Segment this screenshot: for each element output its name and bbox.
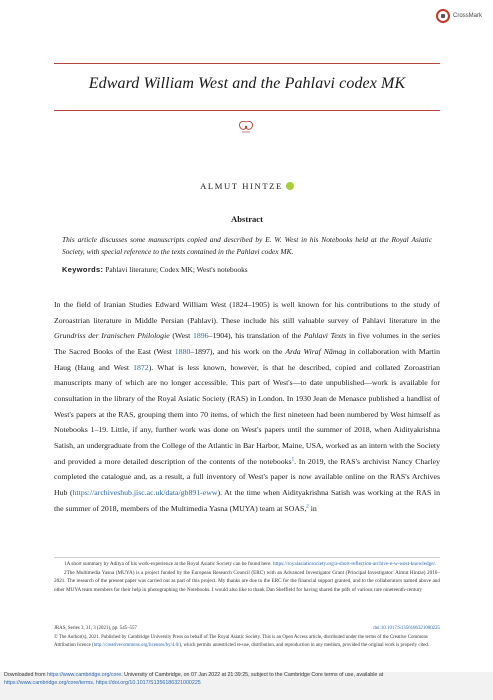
footnote-ref-2[interactable]: 2 — [306, 503, 309, 509]
keywords-label: Keywords: — [62, 265, 104, 274]
body-paragraph: In the field of Iranian Studies Edward William West (1824–1905) is well known for his contributions to the study of Zoroastrian literature in Middle Persian (Pahlavi). These include his still valuable survey of Pahlavi literature in the Grundriss der Iranischen Philologie (West 1896–1904), his translation of the Pahlavi Texts in five volumes in the series The Sacred Books of the East (West 1880–1897), and his work on the Arda Wiraf Nāmag in collaboration with Martin Haug (Haug and West 1872). What is less known, however, is that he described, copied and collated Zoroastrian manuscripts many of which are no longer accessible. This part of West's—to date unpublished—work is available for consultation in the library of the Royal Asiatic Society (RAS) in London. In 1930 Jean de Menasce published a handlist of West's papers at the RAS, grouping them into 70 items, of which the first nineteen had been numbered by West himself as Notebooks 1–19. Little, if any, further work was done on West's papers until the summer of 2018, when Aidityakrishna Satish, an undergraduate from the College of the Atlantic in Bar Harbor, Maine, USA, worked as an intern with the Society and provided a more detailed description of the contents of the notebooks$^1$. In 2019, the RAS's archivist Nancy Charley completed the catalogue and, as a result, a full inventory of West's paper is now available online on the RAS's Archives Hub (https://archiveshub.jisc.ac.uk/data/gb891-eww). At the time when Aidityakrishna Satish was working at the RAS in the summer of 2018, members of the Multimedia Yasna (MUYA) team at SOAS,$^2$ in — [54, 300, 441, 513]
journal-citation: JRAS, Series 3, 31, 3 (2021), pp. 545–557 — [54, 626, 137, 631]
author-line — [54, 181, 440, 191]
citation-link-1872[interactable]: 1872 — [133, 362, 149, 372]
footnote-1-link[interactable]: https://royalasiaticsociety.org/a-short-reflection-archive-e-w-west-knowledge/ — [273, 561, 435, 567]
crossmark-label: CrossMark — [453, 13, 483, 19]
author-name: ALMUT HINTZE — [200, 181, 283, 191]
title-rule-bottom — [54, 110, 440, 111]
crossmark-badge[interactable] — [436, 4, 488, 28]
license-statement: © The Author(s), 2021. Published by Cambridge University Press on behalf of The Royal Asiatic Society. This is an Open Access article, distributed under the terms of the Creative Commons Attribution licence (http://creativecommons.org/licenses/by/4.0/), which permits unrestricted re-use, distribution, and reproduction in any medium, provided the original work is properly cited. — [54, 634, 430, 648]
citation-link-1880[interactable]: 1880 — [174, 346, 191, 356]
keywords — [62, 265, 432, 274]
orcid-icon[interactable] — [286, 182, 294, 190]
terms-link[interactable]: https://www.cambridge.org/core/terms — [4, 679, 93, 686]
footnote-separator — [54, 557, 440, 558]
keywords-text: Pahlavi literature; Codex MK; West's notebooks — [105, 265, 248, 274]
footnote-ref-1[interactable]: 1 — [291, 456, 295, 462]
doi-link[interactable]: doi:10.1017/S1356186321000225 — [373, 626, 440, 631]
ornament-icon — [236, 120, 256, 134]
cambridge-core-link[interactable]: https://www.cambridge.org/core — [47, 672, 122, 678]
download-doi-link[interactable]: https://doi.org/10.1017/S1356186321000225 — [95, 679, 201, 686]
archives-hub-link[interactable]: https://archiveshub.jisc.ac.uk/data/gb891-eww — [72, 487, 218, 497]
crossmark-icon — [436, 9, 450, 23]
license-link[interactable]: http://creativecommons.org/licenses/by/4.0/ — [93, 643, 180, 648]
title-rule-top — [54, 63, 440, 64]
abstract-text: This article discusses some manuscripts copied and described by E. W. West in his Notebooks held at the Royal Asiatic Society, with special reference to the texts contained in the Pahlavi codex MK. — [62, 235, 432, 256]
footnotes — [54, 560, 440, 595]
article-title: Edward William West and the Pahlavi codex MK — [88, 75, 406, 92]
footnote-2: 2The Multimedia Yasna (MUYA) is a project funded by the European Research Council (ERC) with an Advanced Investigator Grant (Principal Investigator: Almut Hintze) 2016–2021. The research of the present paper was carried out as part of this project. My thanks are due to the ERC for the financial support granted, and to the collaborators named above and other MUYA team members for their help in photographing the Notebooks. I would also like to thank Dan Sheffield for having shared the pdfs of various rare nineteenth-century — [54, 569, 440, 594]
citation-link-1896[interactable]: 1896 — [192, 331, 209, 341]
abstract-heading: Abstract — [231, 214, 263, 224]
footnote-1: 1A short summary by Aditya of his work-experience at the Royal Asiatic Society can be found here: https://royalasiaticsociety.org/a-short-reflection-archive-e-w-west-knowledge/. — [64, 561, 437, 567]
publication-metadata — [54, 625, 440, 651]
download-banner: Downloaded from https://www.cambridge.org/core. University of Cambridge, on 07 Jan 2022 at 21:39:25, subject to the Cambridge Core terms of use, available at https://www.cambridge.org/core/terms. https://doi.org/10.1017/S1356186321000225 — [0, 672, 493, 700]
